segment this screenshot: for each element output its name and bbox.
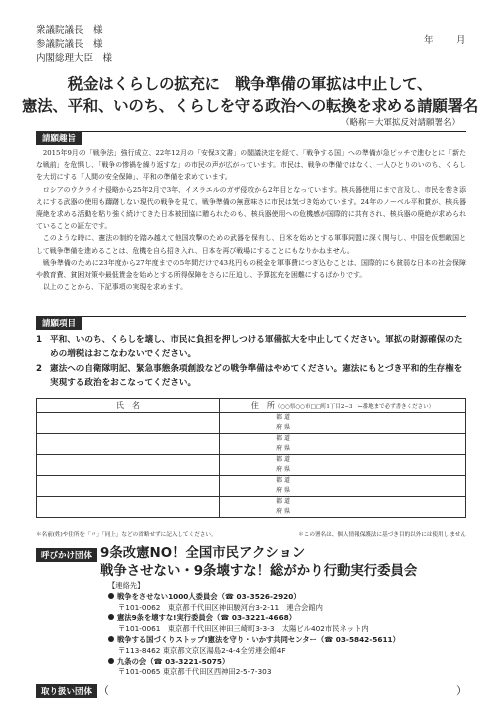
request-item-text: 憲法への自衛隊明記、緊急事態条項創設などの戦争準備はやめてください。憲法にもとづき平和的生存権を実現する政治をおこなってください。 bbox=[50, 364, 463, 388]
org-heading bbox=[108, 635, 400, 646]
addressee-list bbox=[36, 24, 112, 66]
bullet-icon bbox=[108, 658, 114, 664]
name-column-header: 氏 名 bbox=[37, 399, 220, 413]
items-header-label: 請願項目 bbox=[36, 316, 82, 330]
address-cell[interactable] bbox=[220, 413, 466, 434]
pref-label: 都 道 bbox=[276, 414, 290, 421]
org-address: 〒101-0062 東京都千代田区神田駿河台3-2-11 連合会館内 bbox=[118, 602, 323, 612]
pref-label: 都 道 bbox=[276, 435, 290, 442]
name-cell[interactable] bbox=[37, 455, 220, 476]
org-address: 〒113-8462 東京都文京区湯島2-4-4全労連会館4F bbox=[118, 645, 286, 655]
org-entry bbox=[108, 657, 400, 679]
purpose-paragraph: 2015年9月の「戦争法」強行成立、22年12月の「安保3文書」の閣議決定を経て、「戦争する国」への準備が急ピッチで進むとに「新たな戦前」を危惧し、「戦争の惨禍を繰り返すな」の市民の声が広がっています。市民は、戦争の準備ではなく、一人ひとりのいのち、くらしを大切にする「人間の安全保障」、平和の準備を求めています。 bbox=[36, 149, 466, 182]
org-name: 九条の会 bbox=[117, 656, 147, 666]
title-line-1: 税金はくらしの拡充に 戦争準備の軍拡は中止して、 bbox=[67, 75, 433, 93]
bullet-icon bbox=[108, 614, 114, 620]
org-heading bbox=[108, 657, 400, 668]
request-item-text: 平和、いのち、くらしを壊し、市民に負担を押しつける軍備拡大を中止してください。軍拡の財源確保のための増税はおこなわないでください。 bbox=[50, 335, 463, 359]
footnote-privacy: ＊この署名は、個人情報保護法に基づき目的以外には使用しません bbox=[298, 532, 466, 538]
title-abbreviation: （略称＝大軍拡反対請願署名） bbox=[340, 118, 460, 128]
city-label: 府 県 bbox=[276, 487, 290, 494]
bullet-icon bbox=[108, 636, 114, 642]
footnote-no-abbrev: ＊名前(姓)や住所を「〃」「同上」などの省略せずに記入してください。 bbox=[36, 532, 217, 538]
bullet-icon bbox=[108, 593, 114, 599]
addressee-prime-minister: 内閣総理大臣 様 bbox=[36, 53, 113, 64]
pref-label: 都 道 bbox=[276, 477, 290, 484]
org-entry bbox=[108, 592, 400, 614]
addressee-lower-house: 衆議院議長 様 bbox=[36, 25, 103, 36]
name-cell[interactable] bbox=[37, 497, 220, 518]
request-items bbox=[36, 334, 466, 392]
pref-label: 都 道 bbox=[276, 498, 290, 505]
city-label: 府 県 bbox=[276, 424, 290, 431]
name-cell[interactable] bbox=[37, 434, 220, 455]
purpose-paragraph: 戦争準備のために23年度から27年度までの5年間だけで43兆円もの税金を軍事費につぎ込むことは、国際的にも貧弱な日本の社会保障や教育費、貧困対策や最低賃金を始めとする所得保障をさらに圧迫し、予算拡充を困難にするばかりです。 bbox=[36, 258, 466, 280]
org-name: 憲法9条を壊すな!実行委員会 bbox=[117, 613, 213, 623]
request-item bbox=[36, 363, 466, 390]
date-month: 月 bbox=[456, 35, 466, 46]
request-item bbox=[36, 334, 466, 361]
signature-rows bbox=[37, 413, 466, 518]
org-heading bbox=[108, 592, 400, 603]
org-name: 戦争する国づくりストップ!憲法を守り・いかす共同センター bbox=[117, 634, 317, 644]
org-entry bbox=[108, 635, 400, 657]
request-item-number: 1 bbox=[36, 335, 42, 345]
signature-row bbox=[37, 413, 466, 434]
purpose-header-label: 請願趣旨 bbox=[36, 131, 82, 145]
purpose-paragraph: ロシアのウクライナ侵略から25年2月で3年、イスラエルのガザ侵攻から2年目となっています。核兵器使用にまで言及し、市民を巻き添えにする武器の使用も躊躇しない現代の戦争を見て、戦争準備の無意味さに市民は気づき始めています。24年のノーベル平和賞が、核兵器廃絶を求める活動を粘り強く続けてきた日本被団協に贈られたのも、核兵器使用への危機感が国際的に共有され、核兵器の廃絶が求められていることの証左です。 bbox=[36, 185, 466, 231]
name-cell[interactable] bbox=[37, 476, 220, 497]
contact-list bbox=[108, 581, 400, 678]
address-cell[interactable] bbox=[220, 434, 466, 455]
caller-title-1: 9条改憲NO！全国市民アクション bbox=[100, 546, 306, 561]
org-heading bbox=[108, 613, 400, 624]
caller-title-2: 戦争させない・9条壊すな！総がかり行動実行委員会 bbox=[100, 564, 418, 579]
org-entry bbox=[108, 613, 400, 635]
signature-row bbox=[37, 476, 466, 497]
request-item-number: 2 bbox=[36, 364, 42, 374]
city-label: 府 県 bbox=[276, 466, 290, 473]
org-tel: （☎ 03-5842-5611） bbox=[316, 634, 400, 644]
org-tel: （☎ 03-3221-5075） bbox=[146, 656, 230, 666]
org-address: 〒101-0065 東京都千代田区西神田2-5-7-303 bbox=[118, 667, 272, 677]
contact-label: 【連絡先】 bbox=[108, 581, 145, 590]
date-year: 年 bbox=[424, 35, 434, 46]
address-cell[interactable] bbox=[220, 476, 466, 497]
org-list bbox=[108, 592, 400, 678]
signature-table bbox=[36, 398, 466, 518]
org-address: 〒101-0061 東京都千代田区神田三崎町3-3-3 太陽ビル402市民ネット内 bbox=[118, 624, 369, 634]
items-header bbox=[36, 316, 466, 327]
purpose-text bbox=[36, 147, 466, 293]
address-cell[interactable] bbox=[220, 455, 466, 476]
handler-close-paren: ） bbox=[456, 684, 467, 697]
signature-row bbox=[37, 497, 466, 518]
footnotes bbox=[36, 530, 466, 538]
pref-label: 都 道 bbox=[276, 456, 290, 463]
signature-row bbox=[37, 434, 466, 455]
org-tel: （☎ 03-3526-2920） bbox=[217, 591, 301, 601]
name-cell[interactable] bbox=[37, 413, 220, 434]
purpose-paragraph: このような時に、憲法の制約を踏み越えて他国攻撃のための武器を保有し、日米を始めとする軍事同盟に深く関与し、中国を仮想敵国として戦争準備を進めることは、危機を自ら招き入れ、日本を再び戦場にすることにもなりかねません。 bbox=[36, 234, 466, 255]
address-cell[interactable] bbox=[220, 497, 466, 518]
purpose-paragraph: 以上のことから、下記事項の実現を求めます。 bbox=[42, 283, 188, 292]
signature-row bbox=[37, 455, 466, 476]
handler-tag: 取り扱い団体 bbox=[36, 684, 97, 698]
city-label: 府 県 bbox=[276, 445, 290, 452]
org-tel: （☎ 03-3221-4668） bbox=[212, 613, 297, 623]
address-header-note: （○○県○○市□□町1丁目2−3 ←番地まで必ず書きください） bbox=[274, 404, 435, 410]
caller-tag: 呼びかけ団体 bbox=[36, 548, 97, 562]
org-name: 戦争をさせない1000人委員会 bbox=[117, 591, 218, 601]
address-header-label: 住 所 bbox=[250, 401, 275, 410]
addressee-upper-house: 参議院議長 様 bbox=[36, 39, 103, 50]
title-line-2: 憲法、平和、いのち、くらしを守る政治への転換を求める請願署名 bbox=[21, 97, 478, 115]
city-label: 府 県 bbox=[276, 508, 290, 515]
address-column-header bbox=[220, 399, 466, 413]
handler-open-paren: （ bbox=[98, 684, 109, 697]
purpose-header bbox=[36, 131, 466, 142]
